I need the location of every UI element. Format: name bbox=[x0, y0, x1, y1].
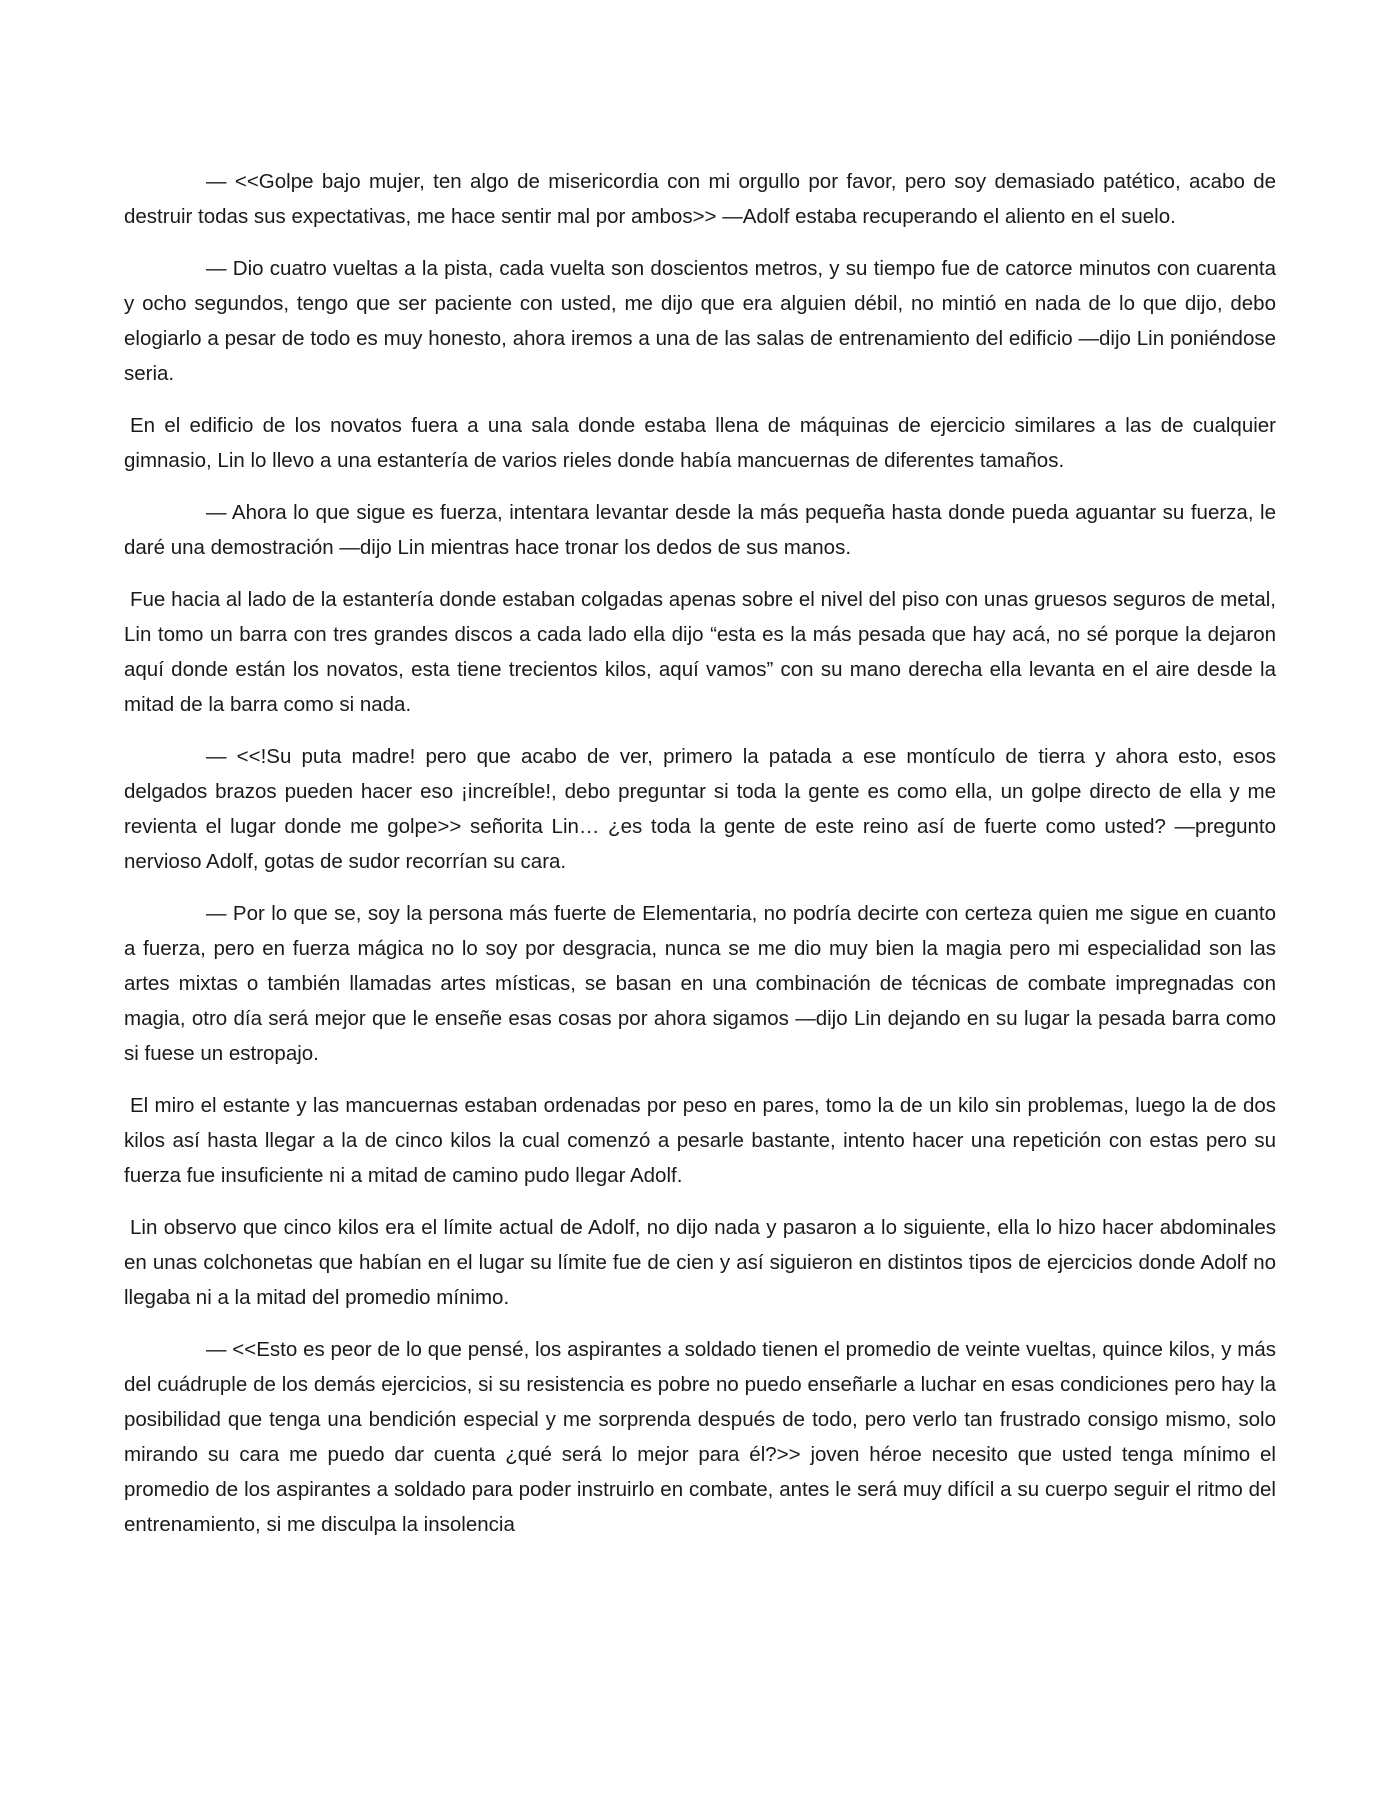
paragraph-dialogue: — Ahora lo que sigue es fuerza, intentara levantar desde la más pequeña hasta donde pueda aguantar su fuerza, le daré una demostración —dijo Lin mientras hace tronar los dedos de sus manos. bbox=[124, 501, 1276, 559]
paragraph-dialogue: — <<Esto es peor de lo que pensé, los aspirantes a soldado tienen el promedio de veinte vueltas, quince kilos, y más del cuádruple de los demás ejercicios, si su resistencia es pobre no puedo enseñarle a luchar en esas condiciones pero hay la posibilidad que tenga una bendición especial y me sorprenda después de todo, pero verlo tan frustrado consigo mismo, solo mirando su cara me puedo dar cuenta ¿qué será lo mejor para él?>> joven héroe necesito que usted tenga mínimo el promedio de los aspirantes a soldado para poder instruirlo en combate, antes le será muy difícil a su cuerpo seguir el ritmo del entrenamiento, si me disculpa la insolencia bbox=[124, 1338, 1276, 1536]
paragraph-dialogue: — <<Golpe bajo mujer, ten algo de misericordia con mi orgullo por favor, pero soy demasiado patético, acabo de destruir todas sus expectativas, me hace sentir mal por ambos>> —Adolf estaba recuperando el aliento en el suelo. bbox=[124, 170, 1276, 228]
paragraph-dialogue: — Dio cuatro vueltas a la pista, cada vuelta son doscientos metros, y su tiempo fue de catorce minutos con cuarenta y ocho segundos, tengo que ser paciente con usted, me dijo que era alguien débil, no mintió en nada de lo que dijo, debo elogiarlo a pesar de todo es muy honesto, ahora iremos a una de las salas de entrenamiento del edificio —dijo Lin poniéndose seria. bbox=[124, 257, 1276, 385]
paragraph-narration: El miro el estante y las mancuernas estaban ordenadas por peso en pares, tomo la de un kilo sin problemas, luego la de dos kilos así hasta llegar a la de cinco kilos la cual comenzó a pesarle bastante, intento hacer una repetición con estas pero su fuerza fue insuficiente ni a mitad de camino pudo llegar Adolf. bbox=[124, 1094, 1276, 1187]
paragraph-narration: Fue hacia al lado de la estantería donde estaban colgadas apenas sobre el nivel del piso con unas gruesos seguros de metal, Lin tomo un barra con tres grandes discos a cada lado ella dijo “esta es la más pesada que hay acá, no sé porque la dejaron aquí donde están los novatos, esta tiene trecientos kilos, aquí vamos” con su mano derecha ella levanta en el aire desde la mitad de la barra como si nada. bbox=[124, 588, 1276, 716]
paragraph-dialogue: — Por lo que se, soy la persona más fuerte de Elementaria, no podría decirte con certeza quien me sigue en cuanto a fuerza, pero en fuerza mágica no lo soy por desgracia, nunca se me dio muy bien la magia pero mi especialidad son las artes mixtas o también llamadas artes místicas, se basan en una combinación de técnicas de combate impregnadas con magia, otro día será mejor que le enseñe esas cosas por ahora sigamos —dijo Lin dejando en su lugar la pesada barra como si fuese un estropajo. bbox=[124, 902, 1276, 1065]
paragraph-dialogue: — <<!Su puta madre! pero que acabo de ver, primero la patada a ese montículo de tierra y ahora esto, esos delgados brazos pueden hacer eso ¡increíble!, debo preguntar si toda la gente es como ella, un golpe directo de ella y me revienta el lugar donde me golpe>> señorita Lin… ¿es toda la gente de este reino así de fuerte como usted? —pregunto nervioso Adolf, gotas de sudor recorrían su cara. bbox=[124, 745, 1276, 873]
paragraph-narration: Lin observo que cinco kilos era el límite actual de Adolf, no dijo nada y pasaron a lo siguiente, ella lo hizo hacer abdominales en unas colchonetas que habían en el lugar su límite fue de cien y así siguieron en distintos tipos de ejercicios donde Adolf no llegaba ni a la mitad del promedio mínimo. bbox=[124, 1216, 1276, 1309]
paragraph-narration: En el edificio de los novatos fuera a una sala donde estaba llena de máquinas de ejercicio similares a las de cualquier gimnasio, Lin lo llevo a una estantería de varios rieles donde había mancuernas de diferentes tamaños. bbox=[124, 414, 1276, 472]
document-page bbox=[124, 164, 1276, 1559]
